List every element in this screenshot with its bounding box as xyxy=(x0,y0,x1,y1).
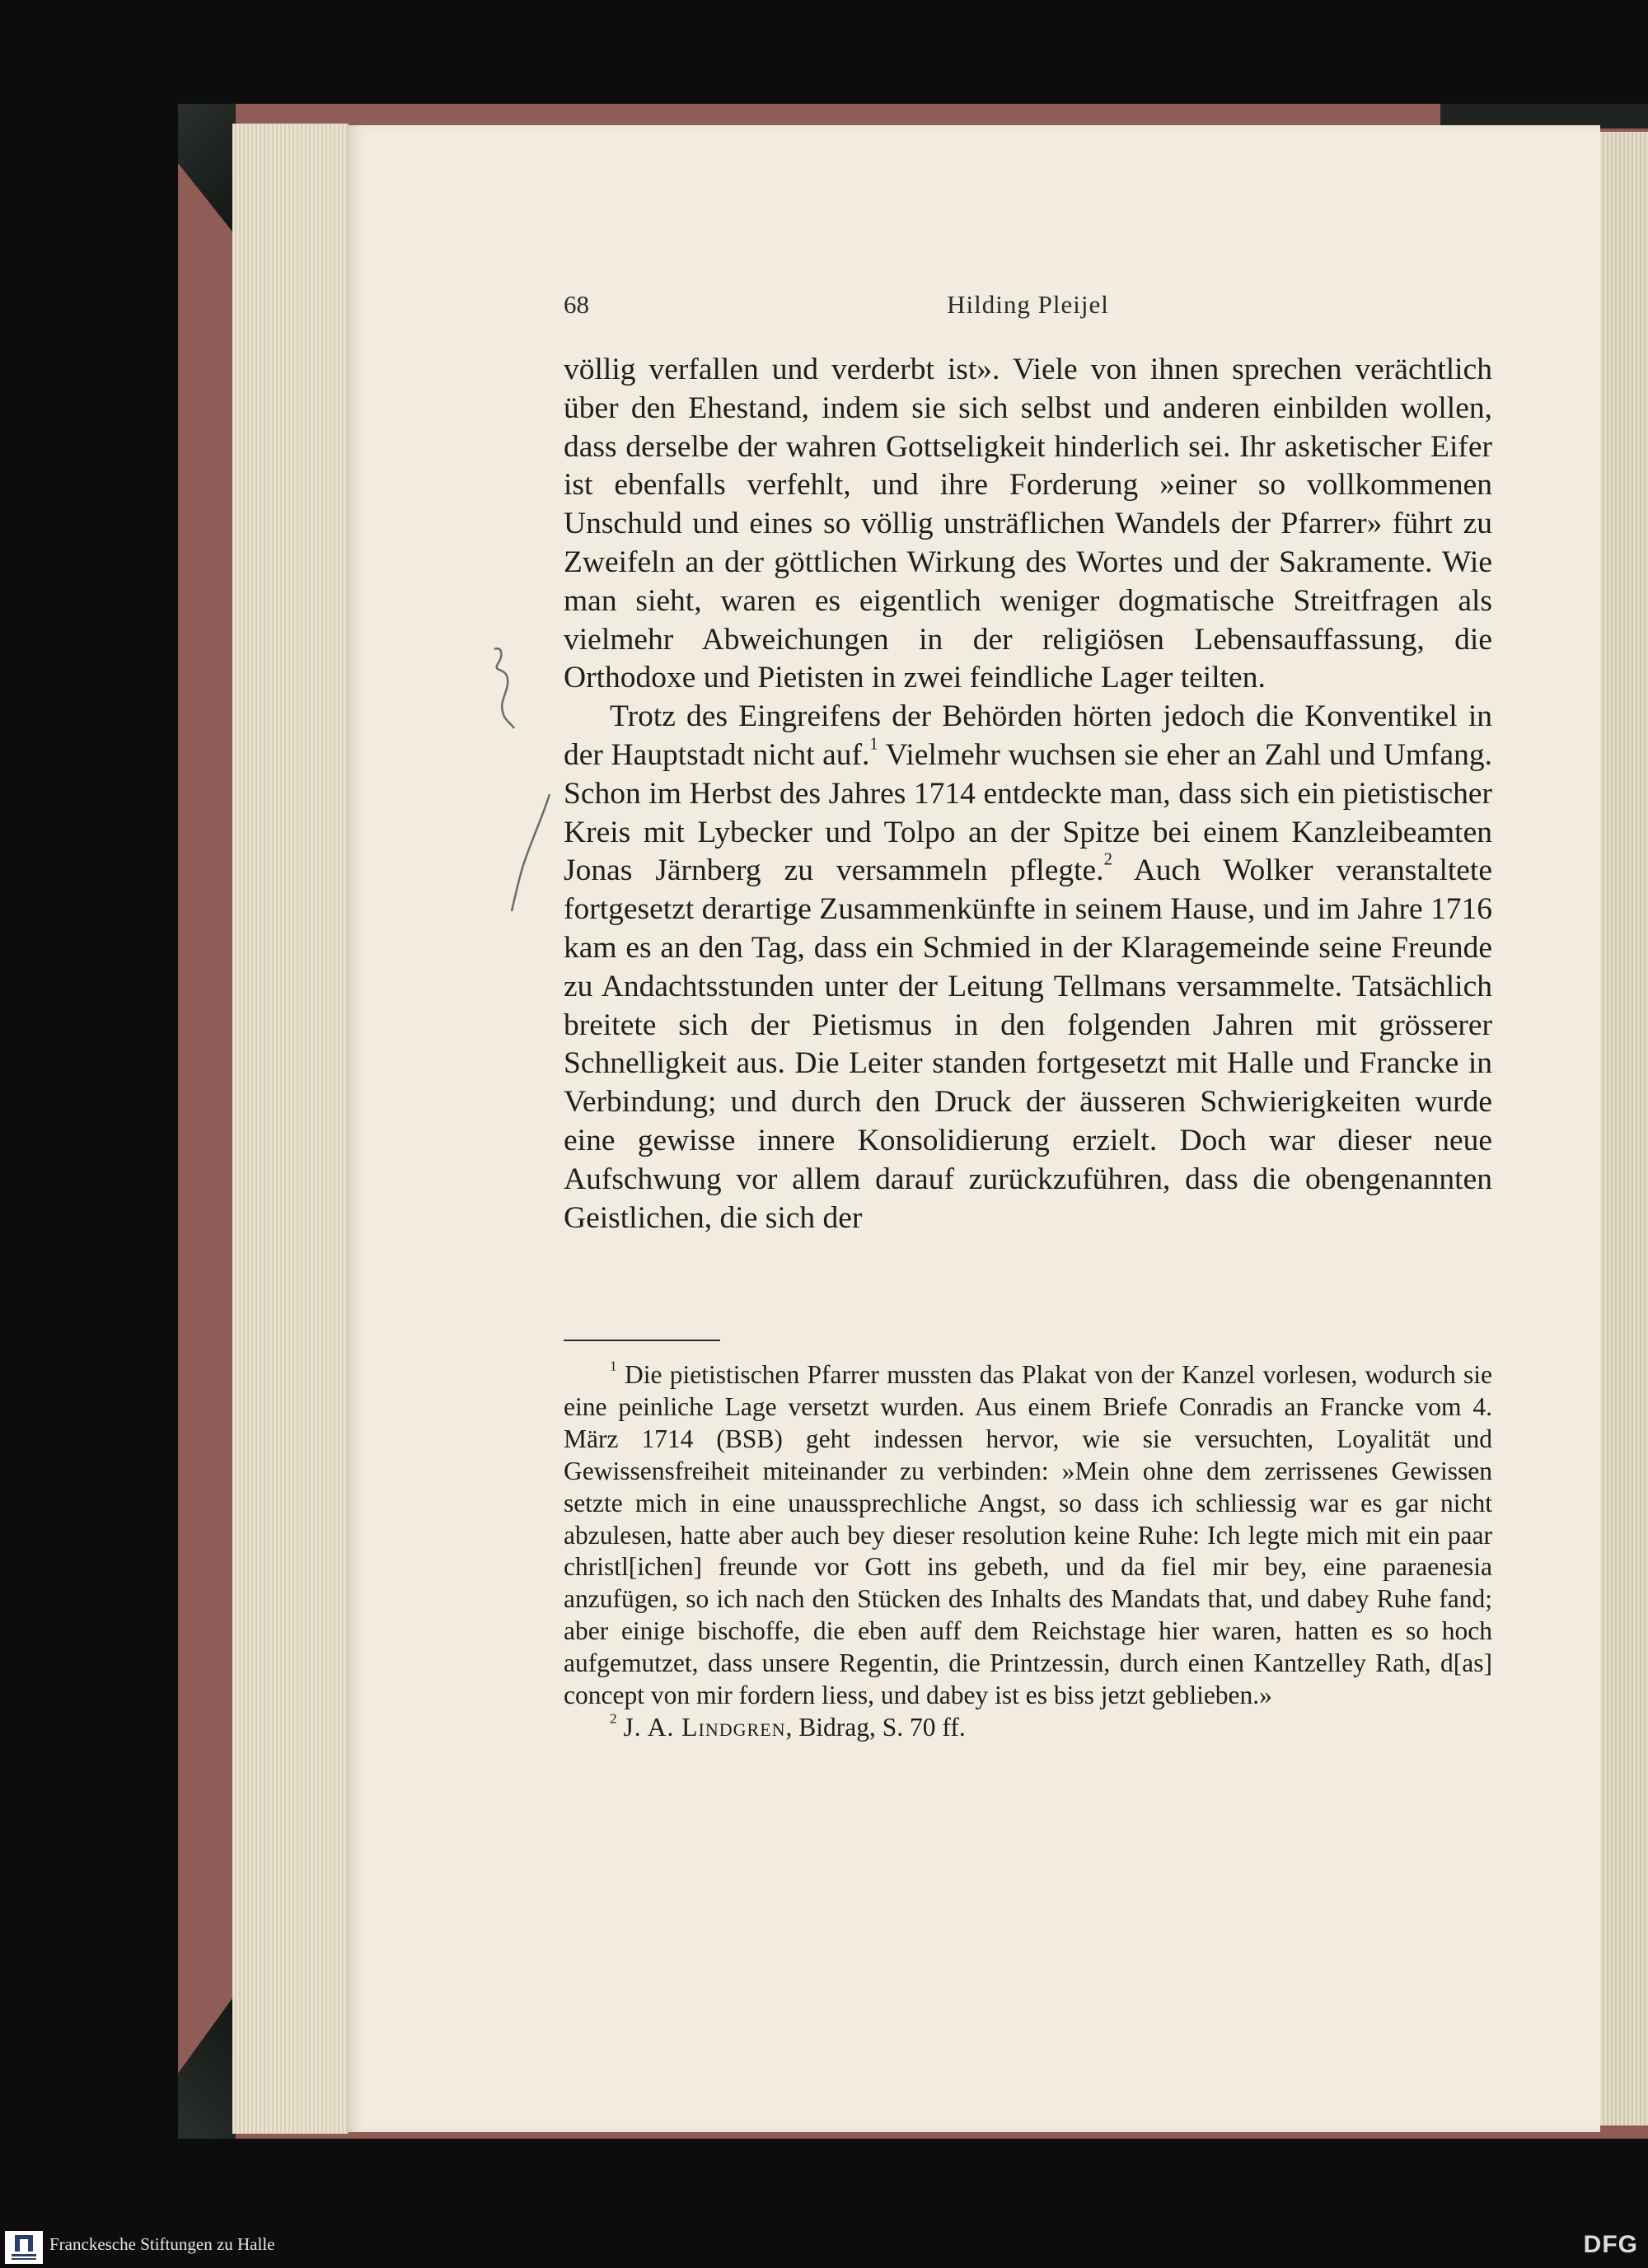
page-edges-left xyxy=(232,124,349,2134)
footnote-1 xyxy=(564,1359,1492,1712)
paragraph-2-part-3: Auch Wolker veranstaltete fortgesetzt derartige Zusammenkünfte in seinem Hause, und im Jahre 1716 kam es an den Tag, dass ein Schmied in der Klaragemeinde seine Freunde zu Andachtsstunden unter der Leitung Tellmans versammelte. Tatsächlich breitete sich der Pietismus in den folgenden Jahren mit grösserer Schnelligkeit aus. Die Leiter standen fortgesetzt mit Halle und Francke in Verbindung; und durch den Druck der äusseren Schwierigkeiten wurde eine gewisse innere Konsolidierung erzielt. Doch war dieser neue Aufschwung vor allem darauf zurückzuführen, dass die obengenannten Geistlichen, die sich der xyxy=(564,853,1492,1235)
footnotes xyxy=(564,1359,1492,1744)
footnote-2-mark: 2 xyxy=(610,1710,617,1727)
viewer-footer xyxy=(0,2224,1648,2267)
pencil-mark-lower xyxy=(507,791,556,914)
footnote-1-mark: 1 xyxy=(610,1358,617,1374)
main-text xyxy=(564,351,1492,1237)
footnote-rule xyxy=(564,1340,720,1341)
page-number: 68 xyxy=(564,290,589,319)
footnote-2 xyxy=(564,1712,1492,1744)
paragraph-1: völlig verfallen und verderbt ist». Viele von ihnen sprechen verächtlich über den Ehestand, indem sie sich selbst und anderen einbilden wollen, dass derselbe der wahren Gottseligkeit hinderlich sei. Ihr asketischer Eifer ist ebenfalls verfehlt, und ihre Forderung »einer so vollkommenen Unschuld und eines so völlig unsträflichen Wandels der Pfarrer» führt zu Zweifeln an der göttlichen Wirkung des Wortes und der Sakramente. Wie man sieht, waren es eigentlich weniger dogmatische Streitfragen als vielmehr Abweichungen in der religiösen Lebensauffassung, die Orthodoxe und Pietisten in zwei feindliche Lager teilten. xyxy=(564,353,1492,695)
paragraph-2 xyxy=(564,698,1492,1237)
pencil-mark-upper xyxy=(486,643,527,733)
running-head: Hilding Pleijel xyxy=(947,290,1109,319)
footnote-2-text: , Bidrag, S. 70 ff. xyxy=(785,1712,966,1742)
footnote-ref-1[interactable]: 1 xyxy=(869,735,878,754)
page-edges-right xyxy=(1600,132,1648,2125)
footnote-ref-2[interactable]: 2 xyxy=(1103,850,1112,869)
footnote-1-text: Die pietistischen Pfarrer mussten das Plakat von der Kanzel vorlesen, wodurch sie eine peinliche Lage versetzt wurden. Aus einem Briefe Conradis an Francke vom 4. März 1714 (BSB) geht indessen hervor, wie sie versuchten, Loyalität und Gewissensfreiheit miteinander zu verbinden: »Mein ohne dem zerrissenes Gewissen setzte mich in eine unaussprechliche Angst, so dass ich schliessig war es gar nicht abzulesen, hatte aber auch bey dieser resolution keine Ruhe: Ich legte mich mit ein paar christl[ichen] freunde vor Gott ins gebeth, und da fiel mir bey, eine paraenesia anzufügen, so ich nach den Stücken des Inhalts des Mandats that, und dabey Ruhe fand; aber einige bischoffe, die eben auff dem Reichstage hier waren, hatten es so hoch aufgemutzet, dass unsere Regentin, die Printzessin, durch einen Kantzelley Rath, d[as] concept von mir fordern liess, und dabey ist es biss jetzt geblieben.» xyxy=(564,1360,1492,1710)
paragraph-2-part-1: Trotz des Eingreifens der Behörden hörten jedoch die Konventikel in der Hauptstadt nicht auf. xyxy=(564,699,1492,772)
dfg-logo[interactable]: DFG xyxy=(1583,2231,1638,2258)
institution-logo-icon[interactable] xyxy=(5,2231,43,2264)
institution-name[interactable]: Franckesche Stiftungen zu Halle xyxy=(49,2234,275,2254)
paragraph-2-part-2: Vielmehr wuchsen sie eher an Zahl und Umfang. Schon im Herbst des Jahres 1714 entdeckte man, dass sich ein pietistischer Kreis mit Lybecker und Tolpo an der Spitze bei einem Kanzleibeamten Jonas Järnberg zu versammeln pflegte. xyxy=(564,737,1493,888)
footnote-2-author: J. A. Lindgren xyxy=(623,1712,786,1742)
